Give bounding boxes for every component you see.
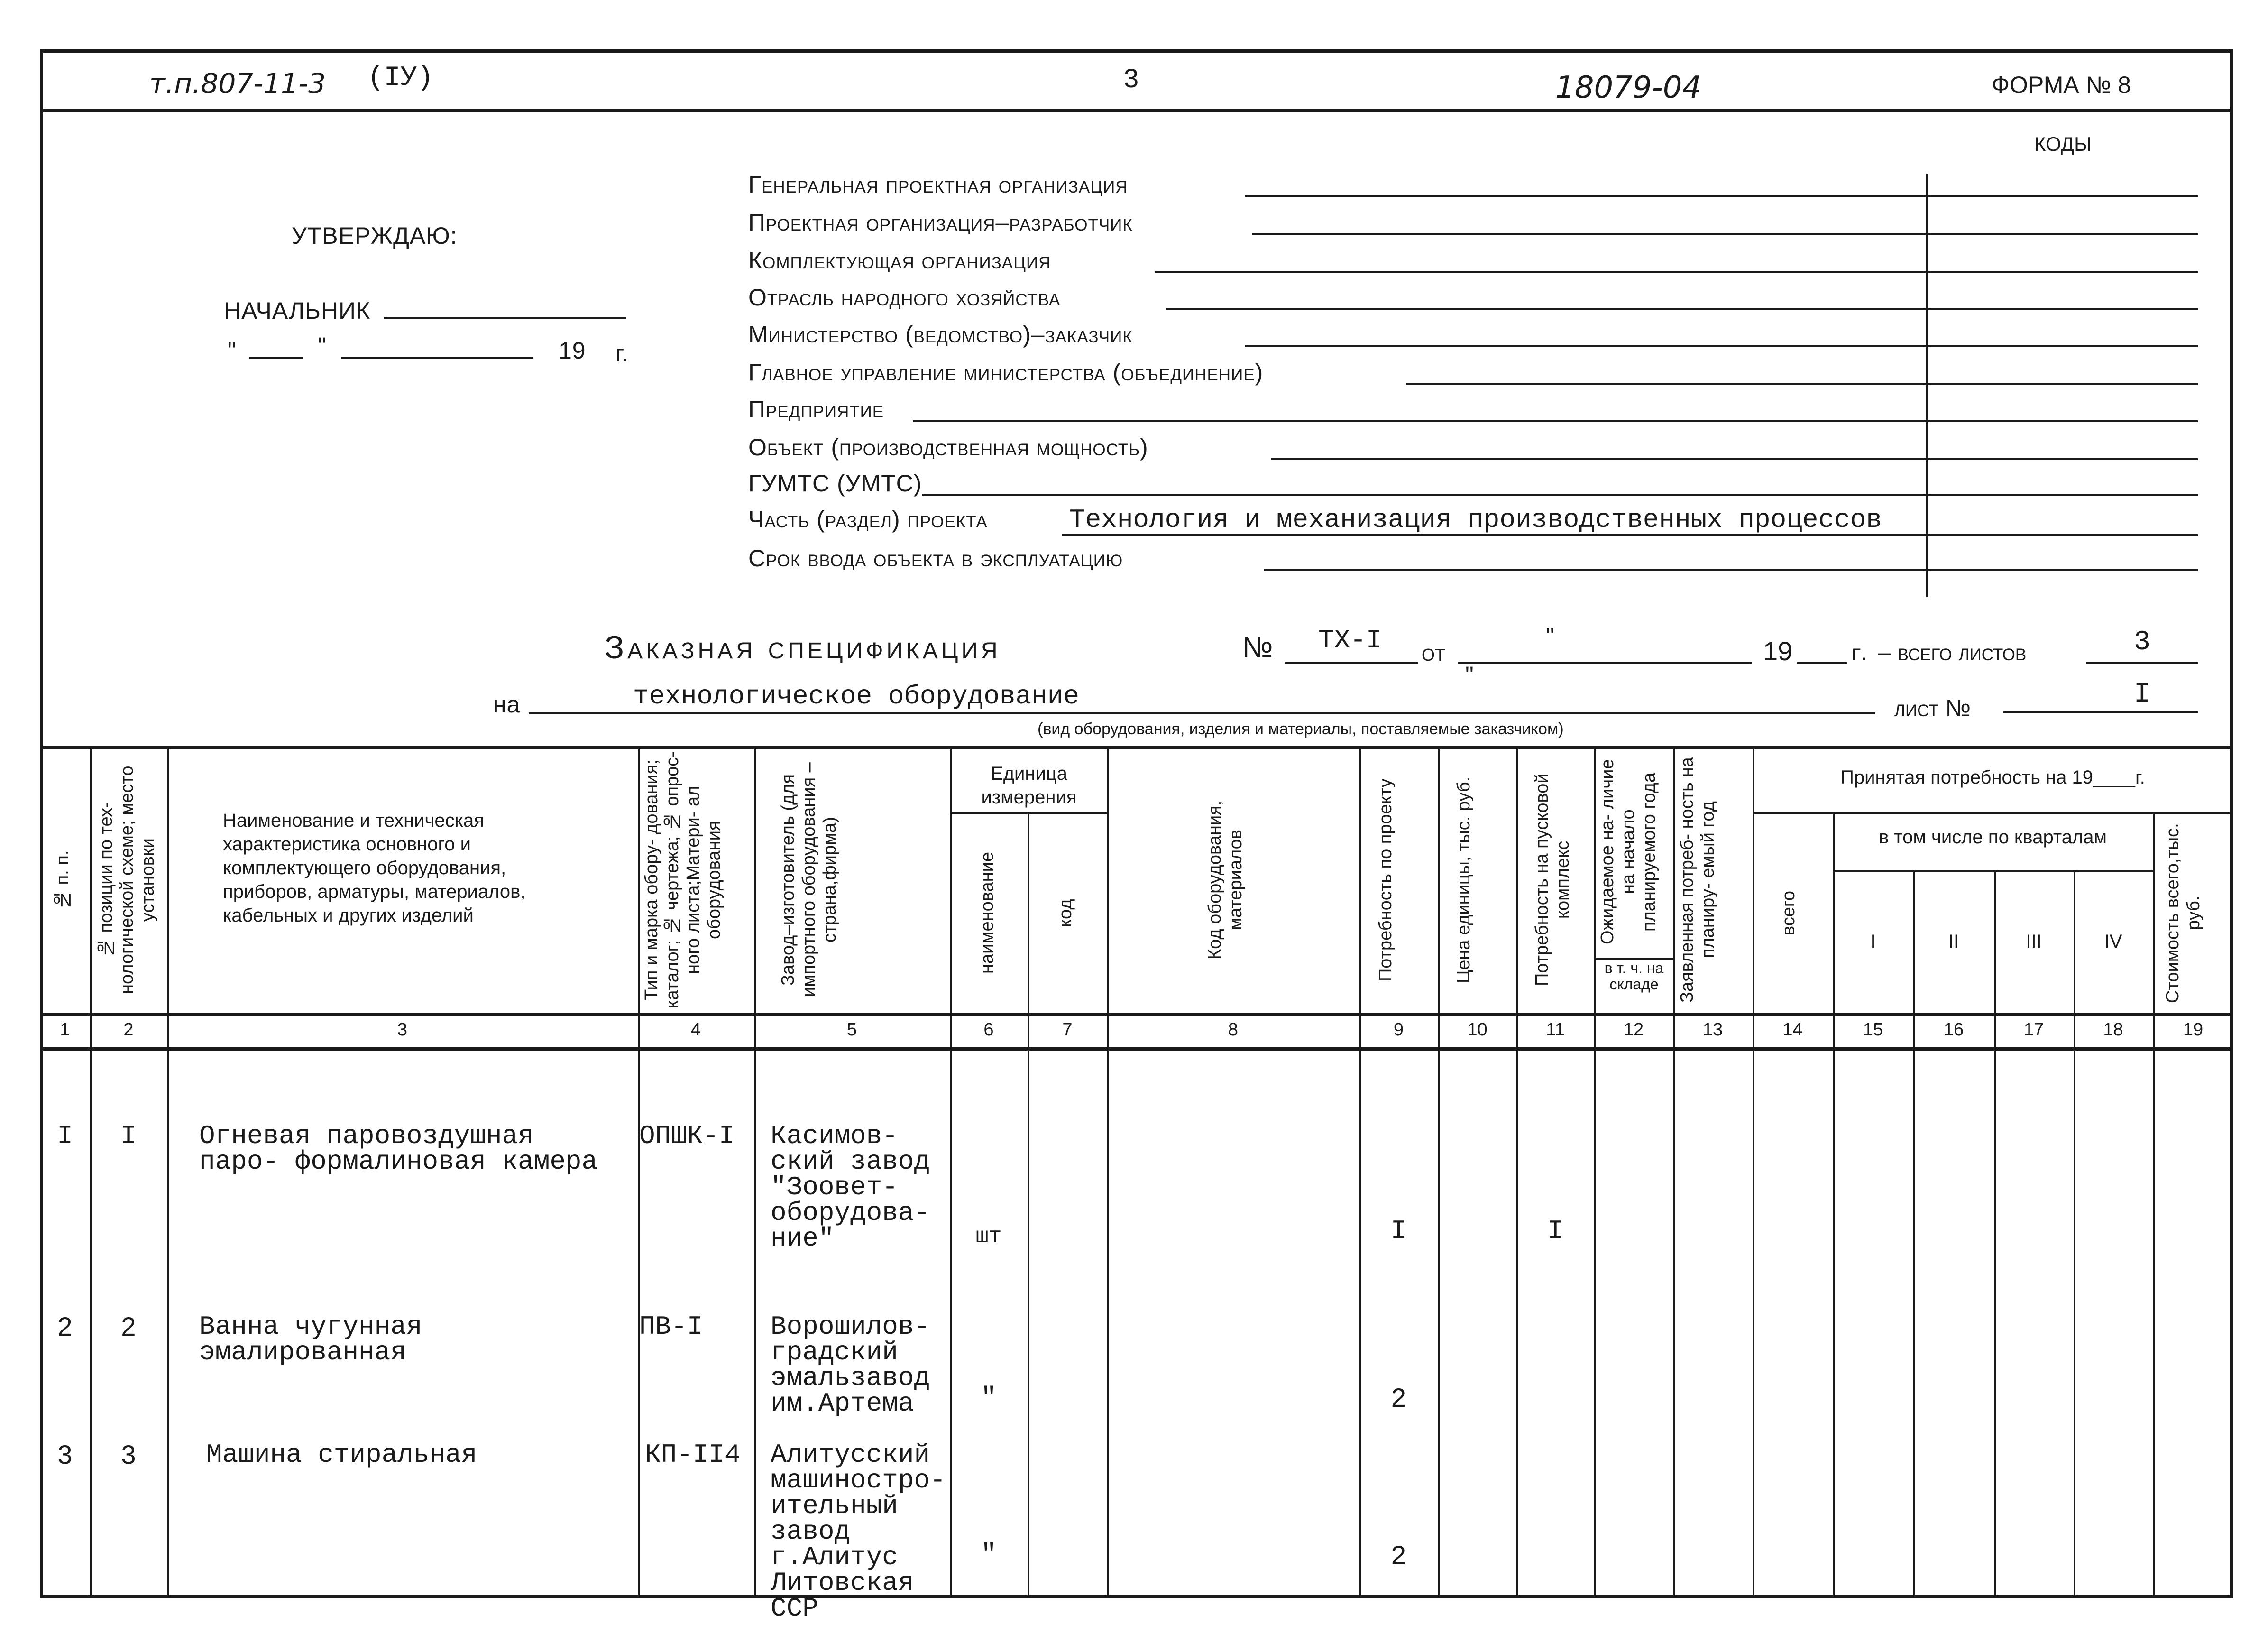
spec-subject-line[interactable] [529, 712, 1875, 714]
column-number: 2 [123, 1020, 134, 1040]
row-2-number: 2 [57, 1311, 73, 1341]
column-number: 14 [1782, 1020, 1803, 1040]
spec-subject: технологическое оборудование [633, 681, 1079, 711]
row-1-position: I [120, 1121, 137, 1151]
row-1-launch-demand: I [1547, 1216, 1563, 1246]
col-divider [1994, 870, 1996, 1598]
col-divider [1516, 746, 1518, 1598]
general-design-org-line[interactable] [1245, 195, 2198, 197]
row-3-unit: " [981, 1539, 997, 1570]
spec-year-prefix: 19 [1763, 636, 1793, 666]
completing-org-label: Комплектующая организация [748, 247, 1051, 274]
total-sheets-label: – всего листов [1878, 639, 2027, 665]
project-part-label: Часть (раздел) проекта [748, 506, 988, 533]
col-divider [1913, 870, 1915, 1598]
row-3-type: КП-II4 [645, 1440, 741, 1470]
table-top-border [40, 746, 2233, 749]
approval-year-prefix: 19 [559, 337, 586, 364]
spec-year-suffix: г. [1852, 639, 1867, 665]
general-design-org-label: Генеральная проектная организация [748, 171, 1128, 198]
col-divider [2153, 812, 2155, 1598]
spec-date-quote-open: " [1546, 623, 1555, 649]
row-1-unit: шт [975, 1224, 1002, 1249]
commissioning-date-label: Срок ввода объекта в эксплуатацию [748, 545, 1123, 572]
header-quarter-2: II [1948, 931, 1959, 952]
document-number: 18079-04 [1555, 70, 1702, 105]
spec-subject-note: (вид оборудования, изделия и материалы, поставляемые заказчиком) [1038, 720, 1564, 738]
spec-number-label: № [1242, 631, 1273, 663]
row-1-demand: I [1390, 1216, 1407, 1246]
column-number: 4 [690, 1020, 701, 1040]
col-divider [950, 746, 952, 1598]
economy-branch-line[interactable] [1166, 308, 2198, 310]
design-org-developer-label: Проектная организация–разработчик [748, 209, 1133, 236]
chief-signature-line[interactable] [384, 317, 626, 319]
spec-title: Заказная спецификация [605, 629, 1001, 665]
completing-org-line[interactable] [1155, 271, 2198, 273]
enterprise-line[interactable] [913, 420, 2198, 422]
column-number: 13 [1702, 1020, 1723, 1040]
spec-date-line[interactable] [1458, 662, 1752, 664]
header-in-warehouse: в т. ч. на складе [1604, 960, 1664, 993]
column-number: 5 [846, 1020, 857, 1040]
col-divider [1594, 746, 1596, 1598]
column-number: 8 [1228, 1020, 1239, 1040]
ministry-customer-label: Министерство (ведомство)–заказчик [748, 321, 1133, 348]
column-number: 19 [2183, 1020, 2204, 1040]
column-number: 11 [1546, 1020, 1565, 1040]
quarter-group-divider [1833, 870, 2153, 872]
header-unit-code: код [1056, 899, 1075, 927]
column-number: 9 [1393, 1020, 1404, 1040]
object-capacity-line[interactable] [1271, 458, 2198, 460]
header-declared-demand: Заявленная потреб- ность на планиру- емый год [1677, 757, 1718, 1003]
date-quote-open: " [228, 337, 237, 364]
top-strip-divider [40, 109, 2233, 112]
column-number: 3 [397, 1020, 408, 1040]
row-2-position: 2 [121, 1311, 136, 1341]
row-2-type: ПВ-I [639, 1311, 703, 1342]
sheet-label: лист № [1894, 695, 1971, 721]
total-sheets-value: 3 [2134, 627, 2150, 658]
col-divider [1107, 746, 1109, 1598]
chief-label: НАЧАЛЬНИК [224, 297, 371, 324]
col-divider [2074, 870, 2075, 1598]
header-type: Тип и марка обору- дования; каталог; № чертежа; № опрос- ного листа;Матери- ал оборудования [642, 751, 724, 1008]
form-number: ФОРМА № 8 [1992, 72, 2131, 98]
column-number: 6 [983, 1020, 994, 1040]
header-name: Наименование и техническая характеристика основного и комплектующего оборудования, приборов, арматуры, материалов, кабельных и других изделий [223, 810, 526, 926]
row-1-name: Огневая паровоздушная паро- формалиновая камера [199, 1121, 598, 1177]
row-3-manufacturer: Алитусский машиностро- ительный завод г.Алитус Литовская ССР [771, 1440, 946, 1624]
total-sheets-line[interactable] [2086, 662, 2198, 664]
col-divider [90, 746, 92, 1598]
commissioning-date-line[interactable] [1264, 569, 2198, 571]
column-number: 17 [2023, 1020, 2044, 1040]
approval-day-line[interactable] [249, 357, 303, 359]
sheet-value: I [2134, 679, 2150, 710]
ministry-main-dept-label: Главное управление министерства (объединение) [748, 359, 1264, 386]
ministry-customer-line[interactable] [1245, 345, 2198, 347]
table-header-bottom [40, 1013, 2233, 1016]
enterprise-label: Предприятие [748, 396, 884, 423]
col-divider [1438, 746, 1440, 1598]
header-accepted-group: Принятая потребность на 19____г. [1840, 767, 2145, 788]
header-position: № позиции по тех- нологической схеме; место установки [96, 766, 158, 994]
header-unit-price: Цена единицы, тыс. руб. [1454, 776, 1474, 983]
spec-year-line[interactable] [1797, 662, 1847, 664]
col-divider [1753, 746, 1754, 1598]
header-quarter-group: в том числе по кварталам [1878, 827, 2107, 848]
object-capacity-label: Объект (производственная мощность) [748, 434, 1148, 461]
header-unit-name: наименование [977, 852, 997, 974]
row-3-demand: 2 [1391, 1540, 1406, 1570]
column-number: 18 [2103, 1020, 2123, 1040]
header-quarter-4: IV [2104, 931, 2122, 952]
row-2-manufacturer: Ворошилов- градский эмальзавод им.Артема [771, 1311, 930, 1419]
spec-on-label: на [493, 691, 521, 718]
column-number: 7 [1062, 1020, 1073, 1040]
header-row-number: № п. п. [53, 850, 73, 910]
spec-number-line[interactable] [1285, 662, 1418, 664]
row-1-type: ОПШК-I [639, 1121, 735, 1151]
row-2-unit: " [981, 1383, 997, 1413]
design-org-developer-line[interactable] [1252, 233, 2198, 235]
gumts-label: ГУМТС (УМТС) [748, 470, 922, 497]
header-launch-demand: Потребность на пусковой комплекс [1532, 773, 1573, 987]
codes-label: КОДЫ [2034, 133, 2092, 155]
project-code: т.п.807-11-3 [149, 67, 326, 100]
page-number: 3 [1124, 63, 1139, 93]
column-number: 10 [1467, 1020, 1488, 1040]
economy-branch-label: Отрасль народного хозяйства [748, 284, 1061, 311]
column-number: 16 [1943, 1020, 1964, 1040]
row-3-number: 3 [57, 1440, 73, 1469]
row-2-demand: 2 [1391, 1383, 1406, 1413]
col-divider [1359, 746, 1361, 1598]
header-unit-group: Единица измерения [981, 763, 1077, 808]
header-quarter-1: I [1870, 931, 1876, 952]
ministry-main-dept-line[interactable] [1406, 383, 2198, 385]
approval-month-line[interactable] [341, 357, 533, 359]
row-3-position: 3 [121, 1440, 136, 1469]
column-number: 15 [1863, 1020, 1883, 1040]
gumts-line[interactable] [922, 494, 2198, 496]
spec-from-label: от [1422, 639, 1445, 666]
header-manufacturer: Завод–изготовитель (для импортного оборудования –страна,фирма) [778, 762, 840, 997]
unit-group-divider [950, 812, 1107, 814]
header-quarter-3: III [2026, 931, 2042, 952]
col-divider [754, 746, 756, 1598]
header-cost-total: Стоимость всего,тыс. руб. [2163, 823, 2204, 1003]
column-number: 12 [1623, 1020, 1644, 1040]
project-part-line[interactable] [1062, 534, 2198, 536]
col-divider [638, 746, 640, 1598]
col-divider [1673, 746, 1675, 1598]
date-quote-close: " [318, 332, 327, 359]
column-number: 1 [60, 1020, 70, 1040]
sheet-line[interactable] [2003, 711, 2198, 713]
header-demand-project: Потребность по проекту [1376, 778, 1396, 981]
row-2-name: Ванна чугунная эмалированная [199, 1311, 422, 1367]
spec-date-quote-close: " [1465, 662, 1474, 688]
accepted-group-divider [1753, 812, 2233, 814]
approval-year-suffix: г. [615, 340, 629, 367]
spec-number: ТХ-I [1318, 625, 1382, 656]
row-1-number: I [57, 1121, 73, 1151]
codes-column-divider [1926, 174, 1928, 597]
header-expected-stock: Ожидаемое на- личие на начало планируемого года [1598, 759, 1659, 945]
column-numbers-bottom [40, 1047, 2233, 1051]
volume-label: (IУ) [367, 63, 434, 93]
header-equipment-code: Код оборудования, материалов [1205, 800, 1246, 960]
col-divider [1028, 812, 1029, 1598]
row-3-name: Машина стиральная [206, 1440, 477, 1470]
project-part-value: Технология и механизация производственных процессов [1069, 505, 1882, 535]
row-1-manufacturer: Касимов- ский завод "Зоовет- оборудова- ние" [771, 1121, 930, 1254]
approve-label: УТВЕРЖДАЮ: [292, 222, 458, 249]
header-total: всего [1779, 890, 1799, 936]
col-divider [167, 746, 169, 1598]
